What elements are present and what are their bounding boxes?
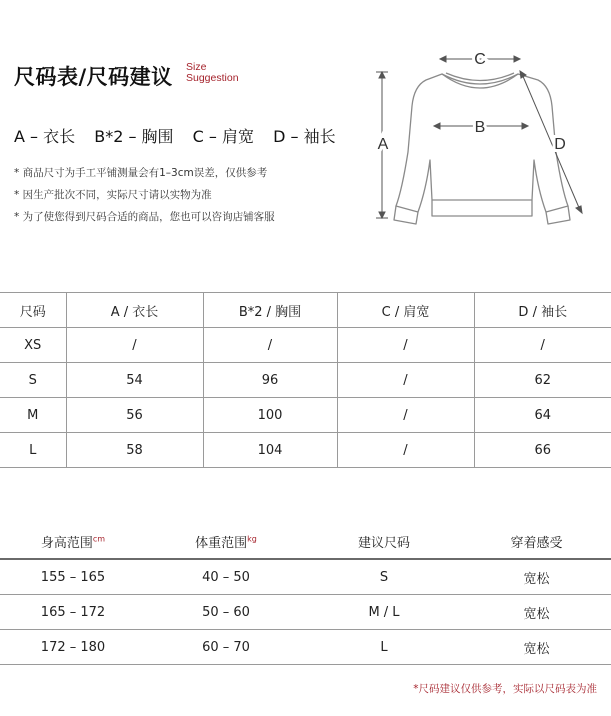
title-en-line2: Suggestion xyxy=(186,72,239,84)
size-cell: 56 xyxy=(66,398,203,433)
size-cell: / xyxy=(66,328,203,363)
rec-cell: 40 – 50 xyxy=(146,559,306,595)
rec-cell: M / L xyxy=(306,595,462,630)
rec-cell: 宽松 xyxy=(462,559,611,595)
rec-cell: S xyxy=(306,559,462,595)
rec-header-weight: 体重范围$^{kg}$ xyxy=(146,525,306,559)
size-cell: 66 xyxy=(474,433,611,468)
table-row xyxy=(0,398,611,433)
size-header-cell: 尺码 xyxy=(0,293,66,328)
legend-c: C – 肩宽 xyxy=(192,127,255,146)
size-cell: / xyxy=(203,328,337,363)
recommendation-table xyxy=(0,525,611,665)
table-row xyxy=(0,630,611,665)
sweater-diagram xyxy=(360,40,600,230)
size-cell: 58 xyxy=(66,433,203,468)
rec-cell: 60 – 70 xyxy=(146,630,306,665)
size-header-cell: C / 肩宽 xyxy=(337,293,474,328)
rec-cell: 宽松 xyxy=(462,630,611,665)
rec-cell: 165 – 172 xyxy=(0,595,146,630)
note-3: * 为了使您得到尺码合适的商品，您也可以咨询店铺客服 xyxy=(14,211,275,223)
table-row xyxy=(0,559,611,595)
table-row xyxy=(0,595,611,630)
size-cell: / xyxy=(337,328,474,363)
rec-header-cell: 穿着感受 xyxy=(462,525,611,559)
size-cell: / xyxy=(337,398,474,433)
size-cell: 96 xyxy=(203,363,337,398)
diagram-label-c: C xyxy=(474,51,486,68)
size-cell: XS xyxy=(0,328,66,363)
page-title-english xyxy=(186,62,239,84)
table-row xyxy=(0,328,611,363)
diagram-label-d: D xyxy=(554,136,566,153)
footer-note: *尺码建议仅供参考，实际以尺码表为准 xyxy=(413,683,597,695)
title-en-line1: Size xyxy=(186,61,207,73)
size-cell: / xyxy=(337,433,474,468)
diagram-label-a: A xyxy=(377,136,389,153)
rec-cell: L xyxy=(306,630,462,665)
rec-header-height: 身高范围$^{cm}$ xyxy=(0,525,146,559)
recommendation-table-header xyxy=(0,525,611,559)
weight-unit: kg xyxy=(247,534,257,544)
size-cell: 54 xyxy=(66,363,203,398)
size-table xyxy=(0,292,611,468)
size-table-header xyxy=(0,293,611,328)
legend-d: D – 袖长 xyxy=(273,127,336,146)
size-header-cell: D / 袖长 xyxy=(474,293,611,328)
legend-b: B*2 – 胸围 xyxy=(94,127,174,146)
diagram-label-b: B xyxy=(474,119,486,136)
note-2: * 因生产批次不同，实际尺寸请以实物为准 xyxy=(14,189,212,201)
rec-cell: 50 – 60 xyxy=(146,595,306,630)
rec-header-cell: 建议尺码 xyxy=(306,525,462,559)
size-cell: 104 xyxy=(203,433,337,468)
rec-cell: 宽松 xyxy=(462,595,611,630)
height-unit: cm xyxy=(92,534,106,544)
rec-cell: 155 – 165 xyxy=(0,559,146,595)
size-header-cell: B*2 / 胸围 xyxy=(203,293,337,328)
size-cell: M xyxy=(0,398,66,433)
size-cell: 64 xyxy=(474,398,611,433)
measurement-legend xyxy=(14,124,350,147)
note-1: * 商品尺寸为手工平铺测量会有1–3cm误差，仅供参考 xyxy=(14,167,268,179)
legend-a: A – 衣长 xyxy=(14,127,76,146)
table-row xyxy=(0,433,611,468)
rec-cell: 172 – 180 xyxy=(0,630,146,665)
sweater-outline-icon xyxy=(394,73,570,224)
table-row xyxy=(0,363,611,398)
size-header-cell: A / 衣长 xyxy=(66,293,203,328)
size-cell: / xyxy=(474,328,611,363)
size-cell: 100 xyxy=(203,398,337,433)
size-cell: / xyxy=(337,363,474,398)
size-cell: S xyxy=(0,363,66,398)
page-title: 尺码表/尺码建议 xyxy=(14,65,173,89)
size-cell: 62 xyxy=(474,363,611,398)
size-cell: L xyxy=(0,433,66,468)
